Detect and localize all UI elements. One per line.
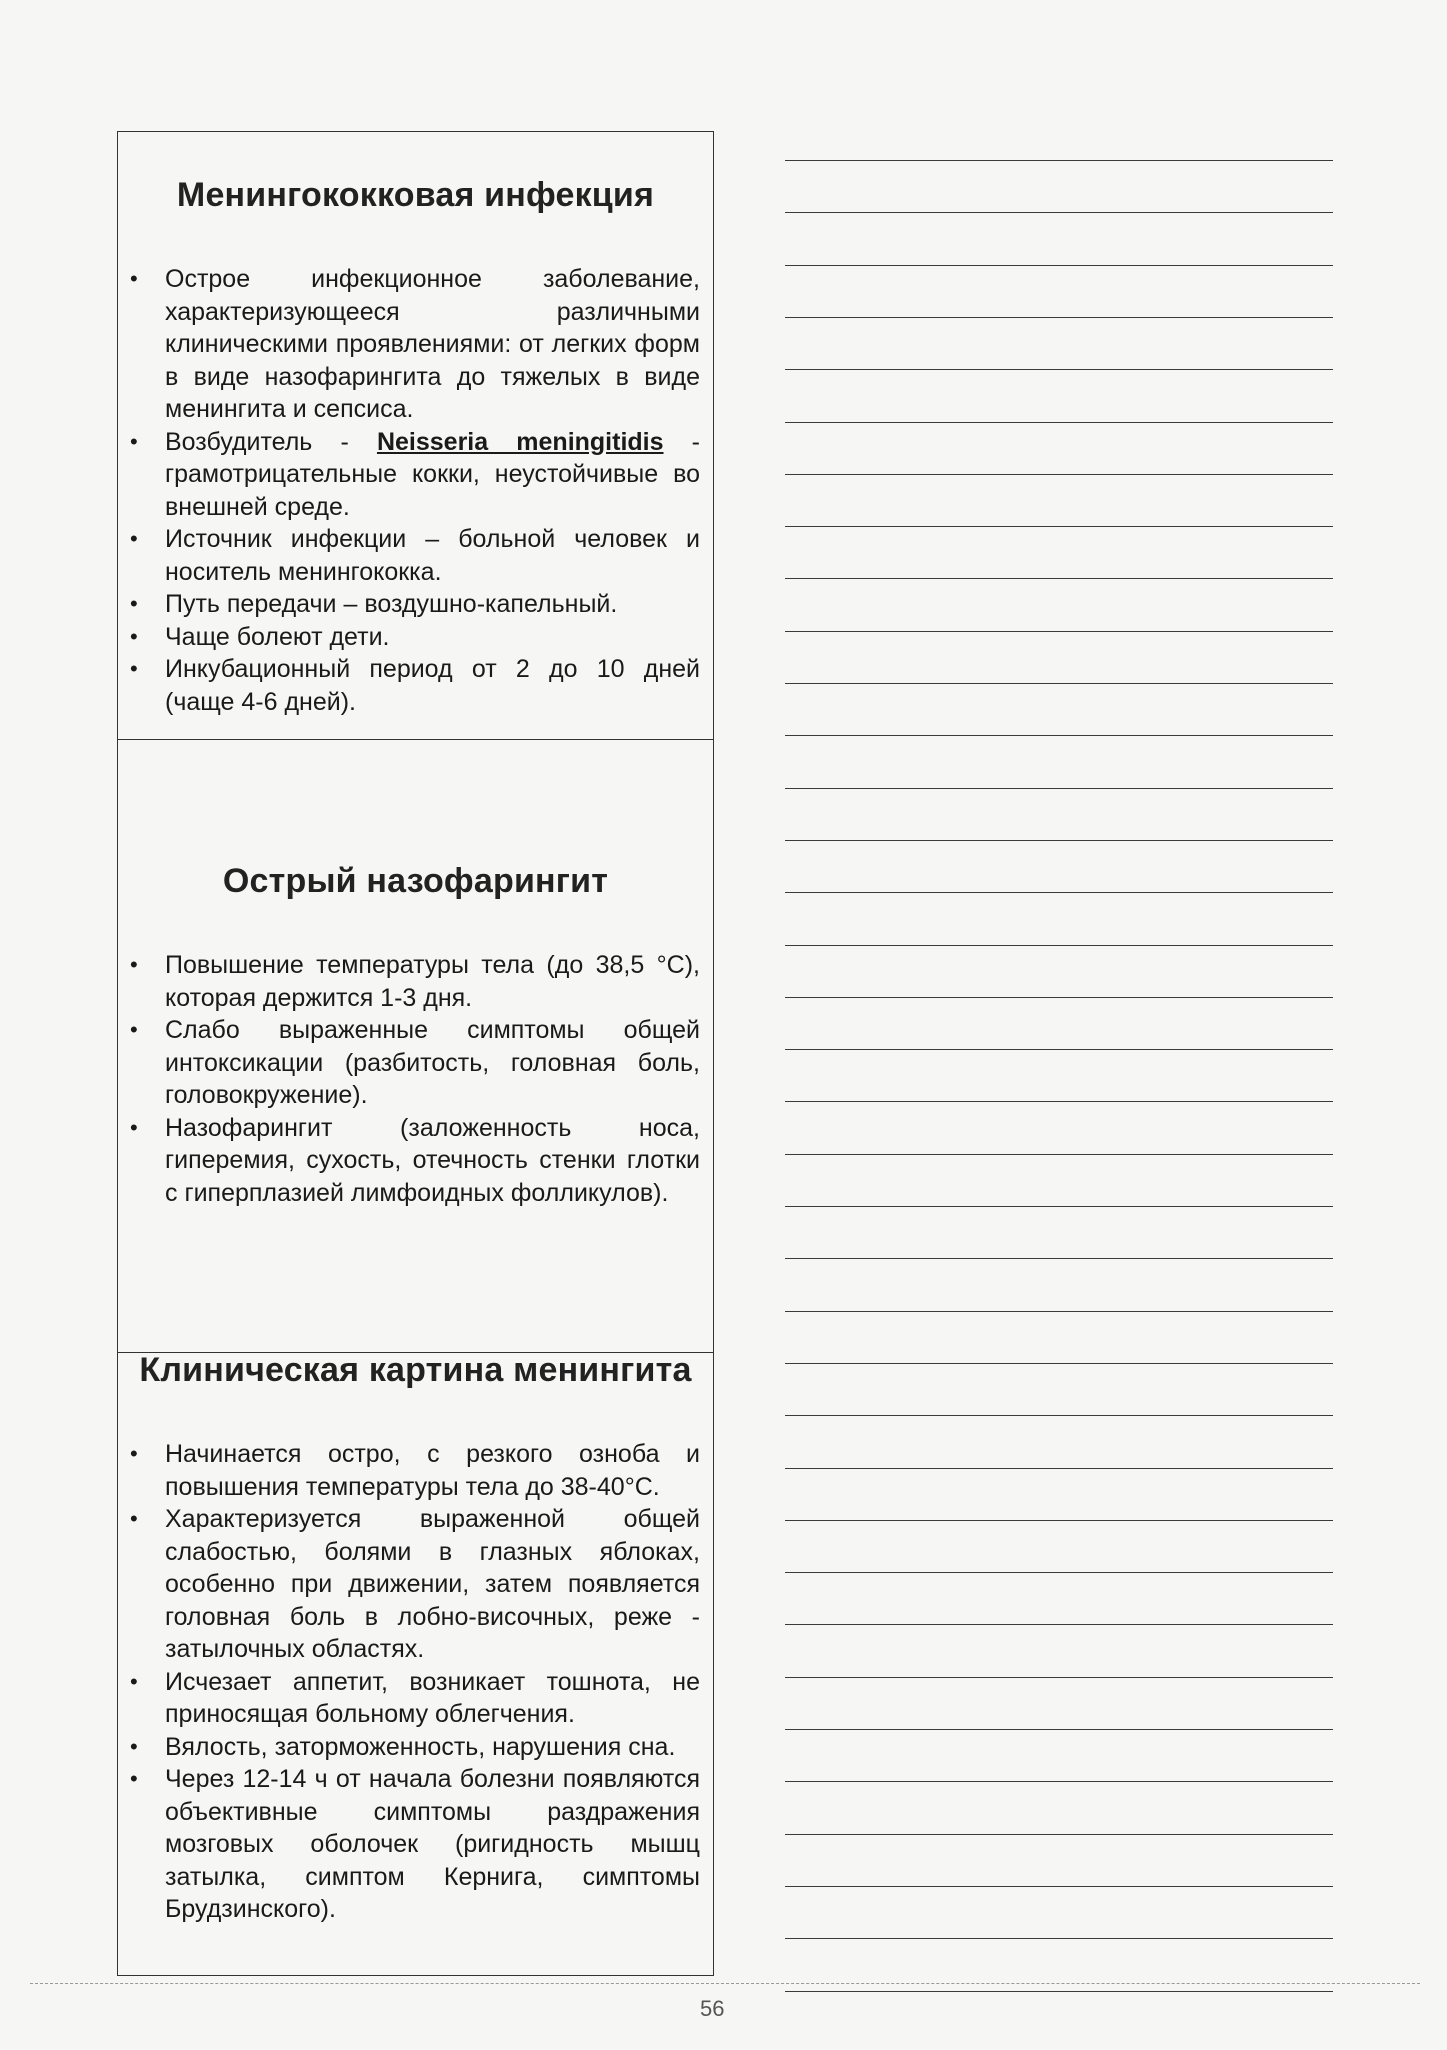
note-line — [785, 1572, 1333, 1573]
list-item: • Путь передачи – воздушно-капельный. — [117, 588, 714, 621]
section-title: Клиническая картина менингита — [139, 1351, 692, 1389]
note-line — [785, 1834, 1333, 1835]
list-item: • Вялость, заторможенность, нарушения сна. — [117, 1731, 714, 1764]
page-number: 56 — [700, 1996, 725, 2021]
note-line — [785, 1363, 1333, 1364]
note-line — [785, 892, 1333, 893]
note-line — [785, 683, 1333, 684]
bullet-icon: • — [130, 1668, 138, 1694]
notes-ruled-area — [785, 160, 1333, 1960]
note-line — [785, 265, 1333, 266]
pathogen-name: Neisseria meningitidis — [376, 427, 664, 456]
bullet-icon: • — [130, 428, 138, 454]
note-line — [785, 369, 1333, 370]
list-item: • Острое инфекционное заболевание, характеризующееся различными клиническими проявлениями: от легких форм в виде назофарингита до тяжелых в виде менингита и сепсиса. — [130, 265, 700, 423]
note-line — [785, 317, 1333, 318]
note-line — [785, 1624, 1333, 1625]
note-line — [785, 1729, 1333, 1730]
note-line — [785, 1049, 1333, 1050]
bullet-icon: • — [130, 1506, 138, 1531]
bullet-icon: • — [130, 1017, 138, 1042]
note-line — [785, 840, 1333, 841]
note-line — [785, 1415, 1333, 1416]
note-line — [785, 735, 1333, 736]
bullet-list — [117, 949, 714, 1209]
bullet-icon: • — [130, 1733, 138, 1759]
list-item: • Характеризуется выраженной общей слабостью, болями в глазных яблоках, особенно при движении, затем появляется головная боль в лобно-височных, реже - затылочных областях. — [130, 1505, 700, 1663]
section-title: Менингококковая инфекция — [176, 176, 655, 214]
list-item: • Повышение температуры тела (до 38,5 °С), которая держится 1-3 дня. — [130, 951, 700, 1012]
note-line — [785, 1468, 1333, 1469]
note-line — [785, 997, 1333, 998]
note-line — [785, 1991, 1333, 1992]
list-item: • Чаще болеют дети. — [117, 621, 714, 654]
bullet-icon: • — [130, 1766, 138, 1791]
section-title: Острый назофарингит — [222, 862, 609, 900]
bullet-icon: • — [130, 656, 138, 681]
note-line — [785, 1311, 1333, 1312]
note-line — [785, 474, 1333, 475]
bullet-icon: • — [130, 266, 138, 291]
bullet-icon: • — [130, 526, 138, 551]
note-line — [785, 945, 1333, 946]
note-line — [785, 1938, 1333, 1939]
bullet-icon: • — [130, 952, 138, 977]
list-item: • Исчезает аппетит, возникает тошнота, не приносящая больному облегчения. — [130, 1667, 700, 1728]
list-item: • Источник инфекции – больной человек и носитель менингококка. — [130, 525, 700, 586]
section-divider — [117, 739, 714, 740]
note-line — [785, 1154, 1333, 1155]
list-item: • Назофарингит (заложенность носа, гиперемия, сухость, отечность стенки глотки с гиперплазией лимфоидных фолликулов). — [130, 1113, 700, 1207]
list-item: • Возбудитель - Neisseria meningitidis - грамотрицательные кокки, неустойчивые во внешней среде. — [130, 427, 701, 521]
bullet-list — [117, 1438, 714, 1926]
note-line — [785, 422, 1333, 423]
note-line — [785, 1206, 1333, 1207]
bullet-icon: • — [130, 623, 138, 649]
footer-rule — [30, 1983, 1420, 1984]
section-acute-nasopharyngitis — [117, 861, 714, 1209]
note-line — [785, 1677, 1333, 1678]
note-line — [785, 631, 1333, 632]
note-line — [785, 1258, 1333, 1259]
list-item: • Инкубационный период от 2 до 10 дней (чаще 4-6 дней). — [130, 655, 700, 716]
bullet-icon: • — [130, 1114, 138, 1140]
note-line — [785, 1101, 1333, 1102]
bullet-icon: • — [130, 591, 138, 616]
note-line — [785, 578, 1333, 579]
bullet-icon: • — [130, 1441, 138, 1466]
section-meningitis-clinical-picture — [117, 1350, 714, 1926]
note-line — [785, 1886, 1333, 1887]
list-item: • Через 12-14 ч от начала болезни появляются объективные симптомы раздражения мозговых оболочек (ригидность мышц затылка, симптом Кернига, симптомы Брудзинского). — [130, 1765, 700, 1923]
list-item: • Слабо выраженные симптомы общей интоксикации (разбитость, головная боль, головокружение). — [130, 1016, 700, 1109]
list-item: • Начинается остро, с резкого озноба и повышения температуры тела до 38-40°С. — [130, 1440, 700, 1501]
note-line — [785, 788, 1333, 789]
bullet-list — [117, 263, 714, 718]
note-line — [785, 212, 1333, 213]
note-line — [785, 160, 1333, 161]
note-line — [785, 1781, 1333, 1782]
note-line — [785, 1520, 1333, 1521]
note-line — [785, 526, 1333, 527]
section-meningococcal-infection — [117, 175, 714, 718]
